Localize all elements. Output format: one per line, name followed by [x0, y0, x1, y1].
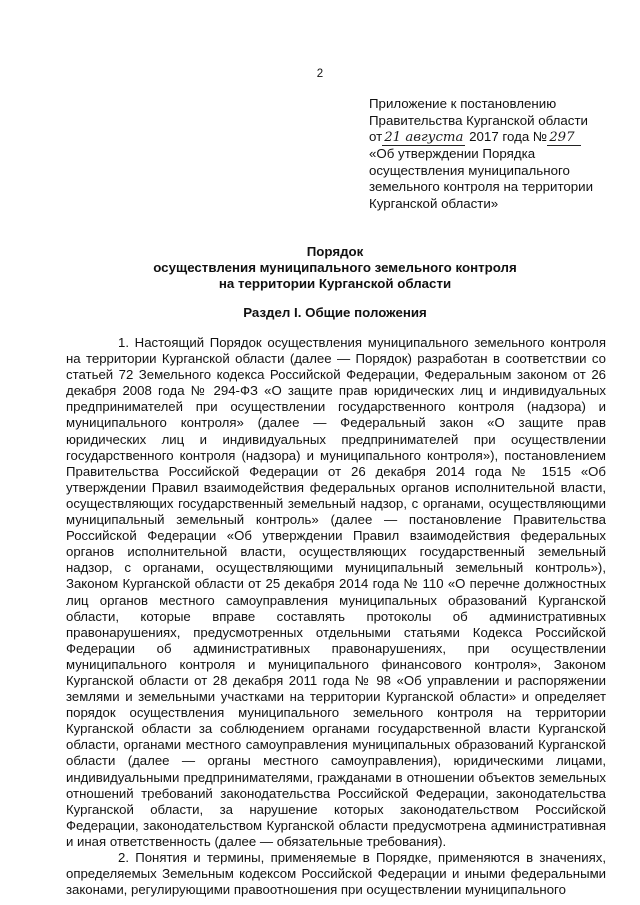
appendix-line-5: осуществления муниципального	[369, 162, 570, 178]
section-heading: Раздел I. Общие положения	[243, 305, 427, 320]
appendix-line-1: Приложение к постановлению	[369, 96, 557, 111]
appendix-date-line	[369, 129, 609, 146]
appendix-line-6: земельного контроля на территории	[369, 179, 594, 194]
document-body	[66, 335, 606, 898]
appendix-line-2: Правительства Курганской области	[369, 112, 588, 128]
title-line-2: осуществления муниципального земельного контроля	[153, 260, 517, 275]
appendix-line-7: Курганской области»	[369, 195, 499, 211]
handwritten-number: 297	[547, 131, 581, 146]
page-number: 2	[316, 68, 324, 80]
title-line-1: Порядок	[306, 244, 364, 259]
paragraph-2: 2. Понятия и термины, применяемые в Порядке, применяются в значениях, определяемых Земельным кодексом Российской Федерации и иными федеральными законами, регулирующими правоотношения при осуществлении муниципального	[66, 850, 606, 898]
document-title	[100, 244, 570, 292]
paragraph-1: 1. Настоящий Порядок осуществления муниципального земельного контроля на территории Курганской области (далее — Порядок) разработан в соответствии со статьей 72 Земельного кодекса Российской Федерации, Федеральным законом от 26 декабря 2008 года № 294-ФЗ «О защите прав юридических лиц и индивидуальных предпринимателей при осуществлении государственного контроля (надзора) и муниципального контроля» (далее — Федеральный закон «О защите прав юридических лиц и индивидуальных предпринимателей при осуществлении государственного контроля (надзора) и муниципального контроля»), постановлением Правительства Российской Федерации от 26 декабря 2014 года № 1515 «Об утверждении Правил взаимодействия федеральных органов исполнительной власти, осуществляющих государственный земельный надзор, с органами, осуществляющими муниципальный земельный контроль» (далее — постановление Правительства Российской Федерации «Об утверждении Правил взаимодействия федеральных органов исполнительной власти, осуществляющих государственный земельный надзор, с органами, осуществляющими муниципальный земельный контроль»), Законом Курганской области от 25 декабря 2014 года № 110 «О перечне должностных лиц органов местного самоуправления муниципальных образований Курганской области, которые вправе составлять протоколы об административных правонарушениях, предусмотренных отдельными статьями Кодекса Российской Федерации об административных правонарушениях, при осуществлении муниципального контроля и муниципального финансового контроля», Законом Курганской области от 28 декабря 2011 года № 98 «Об управлении и распоряжении землями и земельными участками на территории Курганской области» и определяет порядок осуществления муниципального земельного контроля на территории Курганской области за соблюдением органами государственной власти Курганской области, органами местного самоуправления муниципальных образований Курганской области (далее — органы местного самоуправления), юридическими лицами, индивидуальными предпринимателями, гражданами в отношении объектов земельных отношений требований законодательства Российской Федерации, законодательства Курганской области, за нарушение которых законодательством Российской Федерации, законодательством Курганской области предусмотрена административная и иная ответственность (далее — обязательные требования).	[66, 335, 606, 849]
handwritten-date: 21 августа	[384, 130, 464, 145]
appendix-line-4: «Об утверждении Порядка	[369, 146, 536, 161]
appendix-block	[369, 96, 609, 212]
title-line-3: на территории Курганской области	[218, 276, 452, 291]
appendix-date-year: 2017 года №	[469, 129, 548, 144]
appendix-date-prefix: от	[369, 129, 383, 144]
